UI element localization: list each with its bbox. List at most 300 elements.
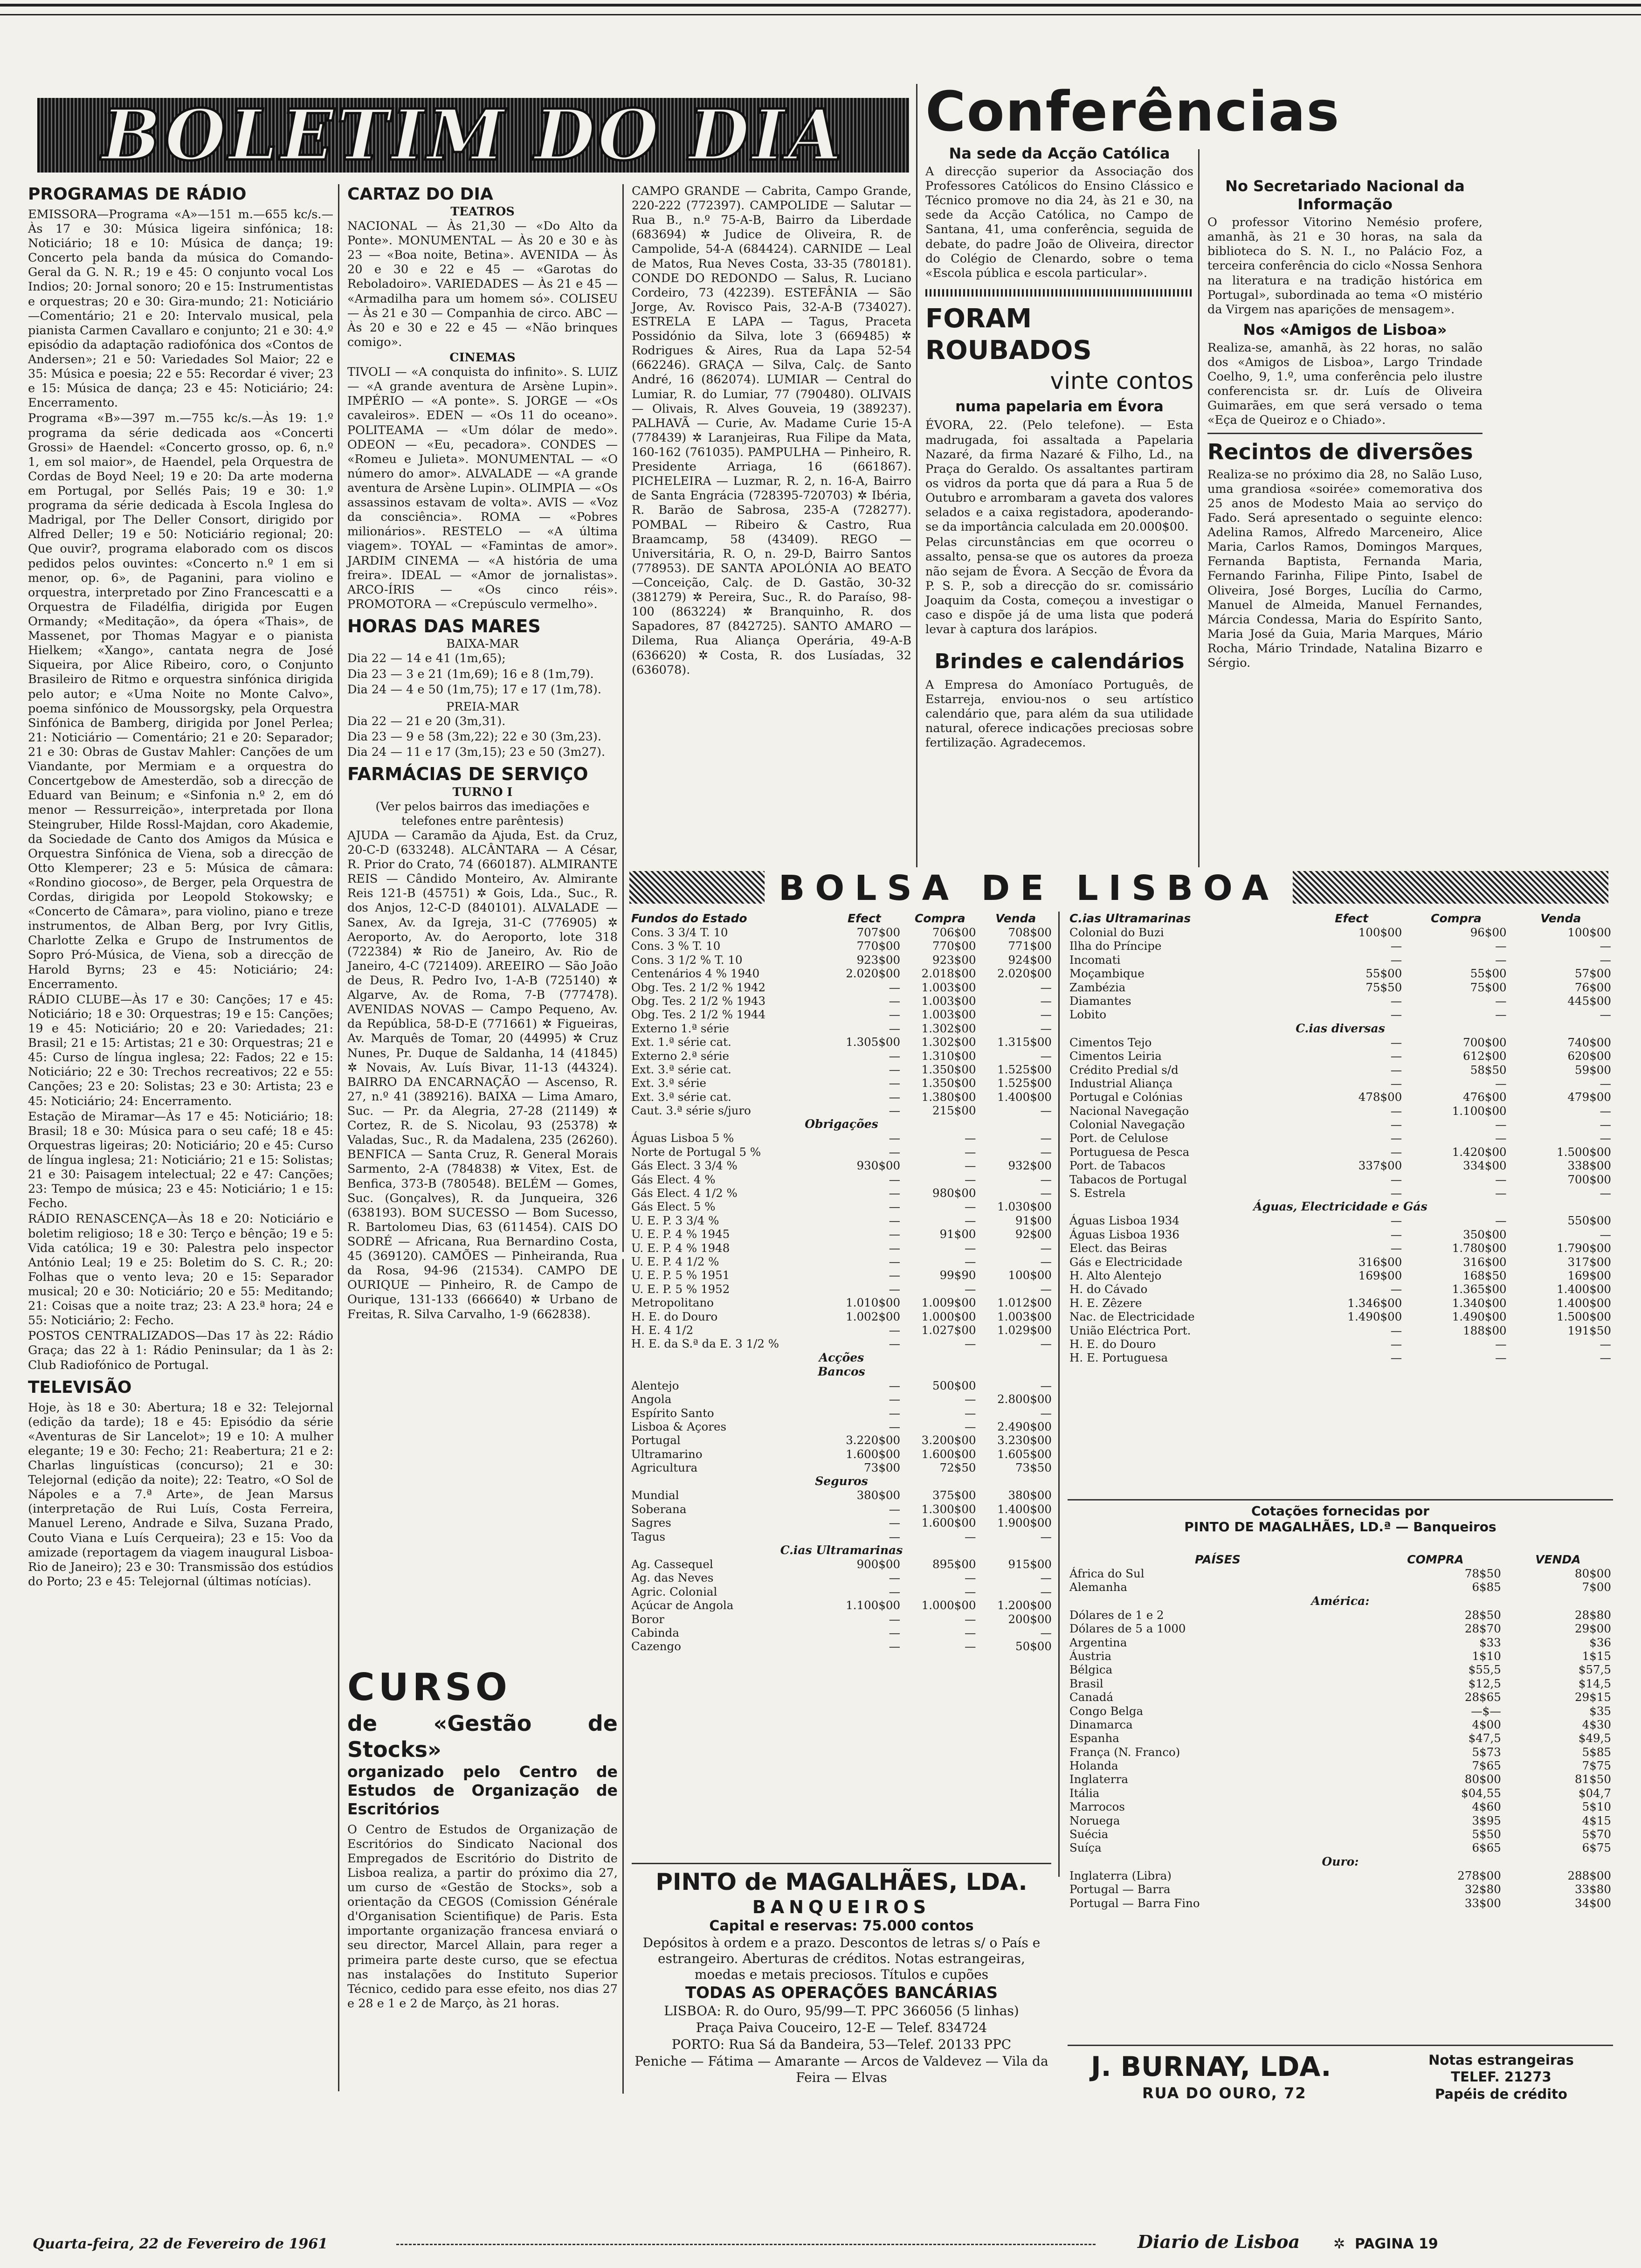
table-cell: 80$00 bbox=[1575, 1567, 1611, 1580]
table-cell: Moçambique bbox=[1069, 967, 1145, 981]
table-cell: Suíça bbox=[1069, 1841, 1102, 1855]
table-row bbox=[1068, 1772, 1613, 1786]
table-cell: — bbox=[889, 1227, 901, 1241]
table-row bbox=[629, 1323, 1054, 1337]
table-cell: Cons. 3 3/4 T. 10 bbox=[631, 926, 728, 939]
table-row bbox=[629, 1159, 1054, 1172]
table-cell: — bbox=[889, 1254, 901, 1268]
conferencias-column-b bbox=[1207, 145, 1482, 671]
table-cell: Ag. Cassequel bbox=[631, 1557, 713, 1571]
table-cell: — bbox=[889, 980, 901, 994]
table-cell: — bbox=[889, 1241, 901, 1255]
table-cell: — bbox=[1040, 1282, 1052, 1296]
tv-title: TELEVISÃO bbox=[28, 1377, 132, 1397]
pinto-name: PINTO de MAGALHÃES, LDA. bbox=[655, 1868, 1027, 1895]
table-cell: — bbox=[889, 1639, 901, 1653]
table-row bbox=[1068, 1282, 1613, 1296]
table-cell: 4$00 bbox=[1472, 1717, 1501, 1731]
cinemas-text: TIVOLI — «A conquista do infinito». S. LUIZ — «A grande aventura de Arsène Lupin». IMPÉRIO — «A ponte». S. JORGE — «Os cavaleiros». EDEN — «Os 11 do oceano». POLITEAMA — «Um dólar de medo». ODEON — «Eu, pecadora». CONDES — «Romeu e Julieta». MONUMENTAL — «O número do amor». ALVALADE — «A grande aventura de Arsène Lupin». OLIMPIA — «Os assassinos estavam de volta». AVIS — «Voz da consciência». ROMA — «Pobres milionários». RESTELO — «A última viagem». TOYAL — «Famintas de amor». JARDIM CINEMA — «A história de uma freira». IDEAL — «Amor de jornalistas». ARCO-ÍRIS — «Os cinco réis». PROMOTORA — «Crepúsculo vermelho». bbox=[347, 365, 618, 611]
roubados-subtitle-2: numa papelaria em Évora bbox=[955, 398, 1164, 415]
table-cell: 1.350$00 bbox=[921, 1062, 976, 1076]
table-row bbox=[629, 1186, 1054, 1200]
table-cell: 500$00 bbox=[932, 1378, 976, 1392]
table-cell: — bbox=[1040, 1529, 1052, 1543]
table-cell: — bbox=[889, 1172, 901, 1186]
table-cell: U. E. P. 4 % 1948 bbox=[631, 1241, 730, 1255]
table-cell: — bbox=[1600, 1118, 1611, 1132]
table-cell: 1.100$00 bbox=[1452, 1104, 1507, 1118]
table-cell: 770$00 bbox=[932, 939, 976, 953]
table-row bbox=[629, 1268, 1054, 1282]
table-cell: Obg. Tes. 2 1/2 % 1943 bbox=[631, 994, 766, 1008]
table-cell: 80$00 bbox=[1464, 1772, 1501, 1786]
cartaz-column bbox=[347, 184, 618, 1323]
table-cell: 75$50 bbox=[1365, 980, 1402, 994]
table-cell: 73$00 bbox=[864, 1461, 901, 1475]
table-cell: — bbox=[1390, 1035, 1402, 1049]
table-cell: Itália bbox=[1069, 1786, 1100, 1800]
table-cell: Açúcar de Angola bbox=[631, 1598, 734, 1612]
burnay-services bbox=[1403, 2052, 1599, 2102]
table-row bbox=[629, 1639, 1054, 1653]
recintos-title: Recintos de diversões bbox=[1207, 439, 1473, 464]
section-heading-row bbox=[1068, 1855, 1613, 1869]
table-cell: 338$00 bbox=[1567, 1159, 1611, 1173]
table-row bbox=[629, 953, 1054, 967]
table-cell: — bbox=[1600, 1104, 1611, 1118]
table-cell: 4$60 bbox=[1472, 1800, 1501, 1814]
table-row bbox=[1068, 1827, 1613, 1841]
table-row bbox=[629, 1530, 1054, 1543]
table-cell: — bbox=[1495, 1351, 1507, 1365]
footer-dots bbox=[396, 2244, 1096, 2245]
pinto-capital: Capital e reservas: 75.000 contos bbox=[709, 1918, 974, 1935]
table-row bbox=[629, 967, 1054, 980]
section-heading: América: bbox=[1311, 1594, 1370, 1608]
table-cell: — bbox=[889, 1282, 901, 1296]
table-row bbox=[629, 1035, 1054, 1049]
table-cell: — bbox=[1040, 1145, 1052, 1159]
table-cell: 75$00 bbox=[1470, 980, 1507, 994]
table-cell: — bbox=[1040, 1406, 1052, 1420]
stripe-rule bbox=[925, 289, 1193, 297]
table-cell: 317$00 bbox=[1567, 1255, 1611, 1269]
baixa-mar-line: Dia 24 — 4 e 50 (1m,75); 17 e 17 (1m,78). bbox=[347, 682, 601, 697]
table-cell: — bbox=[965, 1254, 976, 1268]
table-cell: — bbox=[965, 1213, 976, 1227]
table-cell: Cazengo bbox=[631, 1639, 681, 1653]
table-cell: 1.302$00 bbox=[921, 1021, 976, 1035]
table-cell: 81$50 bbox=[1575, 1772, 1611, 1786]
table-cell: — bbox=[1390, 1131, 1402, 1145]
table-cell: — bbox=[1600, 1227, 1611, 1241]
table-row bbox=[1068, 1090, 1613, 1104]
table-cell: Incomati bbox=[1069, 953, 1121, 967]
section-heading: Bancos bbox=[818, 1364, 865, 1378]
table-row bbox=[1068, 1786, 1613, 1800]
table-cell: 28$70 bbox=[1464, 1622, 1501, 1636]
table-cell: — bbox=[889, 1337, 901, 1351]
table-cell: 169$00 bbox=[1358, 1268, 1402, 1282]
table-cell: 1.525$00 bbox=[997, 1062, 1052, 1076]
boletim-banner bbox=[37, 94, 909, 176]
table-cell: 1.600$00 bbox=[921, 1447, 976, 1461]
table-cell: União Eléctrica Port. bbox=[1069, 1323, 1191, 1337]
table-cell: 700$00 bbox=[1463, 1035, 1507, 1049]
table-cell: 1.600$00 bbox=[846, 1447, 901, 1461]
table-cell: Ext. 3.ª série bbox=[631, 1076, 707, 1090]
table-cell: — bbox=[1040, 1131, 1052, 1145]
table-row bbox=[1068, 1896, 1613, 1910]
turno-heading: TURNO I bbox=[452, 785, 513, 799]
table-cell: — bbox=[889, 1021, 901, 1035]
table-cell: 4$15 bbox=[1582, 1813, 1611, 1827]
table-row bbox=[1068, 1173, 1613, 1186]
table-cell: 2.020$00 bbox=[846, 967, 901, 981]
table-cell: Boror bbox=[631, 1612, 664, 1626]
table-row bbox=[1068, 1255, 1613, 1269]
table-row bbox=[629, 1076, 1054, 1090]
table-cell: — bbox=[1390, 1282, 1402, 1296]
table-row bbox=[1068, 1296, 1613, 1310]
table-cell: 770$00 bbox=[856, 939, 901, 953]
table-cell: 3$95 bbox=[1472, 1813, 1501, 1827]
table-cell: — bbox=[1040, 1049, 1052, 1063]
table-cell: 612$00 bbox=[1463, 1049, 1507, 1063]
table-cell: 923$00 bbox=[856, 953, 901, 967]
table-cell: Agricultura bbox=[631, 1461, 698, 1475]
table-cell: 380$00 bbox=[1008, 1488, 1052, 1502]
section-heading: Ouro: bbox=[1322, 1854, 1359, 1868]
baixa-mar-line: Dia 23 — 3 e 21 (1m,69); 16 e 8 (1m,79). bbox=[347, 667, 594, 681]
col-heading: PAÍSES bbox=[1195, 1553, 1241, 1566]
table-cell: — bbox=[1495, 1118, 1507, 1132]
table-cell: — bbox=[1040, 1571, 1052, 1585]
table-row bbox=[1068, 1759, 1613, 1772]
table-cell: $14,5 bbox=[1578, 1676, 1611, 1690]
table-row bbox=[629, 1310, 1054, 1323]
table-cell: — bbox=[1040, 1241, 1052, 1255]
table-cell: 980$00 bbox=[932, 1186, 976, 1200]
table-cell: 288$00 bbox=[1567, 1868, 1611, 1882]
table-row bbox=[1068, 1324, 1613, 1337]
table-cell: Ilha do Príncipe bbox=[1069, 939, 1162, 953]
table-cell: Lisboa & Açores bbox=[631, 1419, 727, 1433]
table-cell: 5$50 bbox=[1472, 1827, 1501, 1841]
table-row bbox=[1068, 1841, 1613, 1854]
table-row bbox=[629, 1433, 1054, 1447]
table-cell: — bbox=[1495, 994, 1507, 1008]
table-cell: 337$00 bbox=[1358, 1159, 1402, 1173]
table-cell: U. E. P. 4 % 1945 bbox=[631, 1227, 730, 1241]
table-cell: 1.100$00 bbox=[846, 1598, 901, 1612]
table-cell: 1.346$00 bbox=[1347, 1296, 1402, 1310]
table-cell: 2.020$00 bbox=[997, 967, 1052, 981]
table-row bbox=[629, 1241, 1054, 1255]
table-cell: 1.490$00 bbox=[1452, 1310, 1507, 1324]
divider bbox=[632, 1863, 1051, 1864]
table-cell: —$— bbox=[1471, 1704, 1501, 1718]
table-cell: 3.200$00 bbox=[921, 1433, 976, 1447]
table-cell: 28$50 bbox=[1464, 1608, 1501, 1622]
table-cell: — bbox=[1040, 1008, 1052, 1022]
table-row bbox=[629, 1392, 1054, 1406]
section-heading-row bbox=[629, 1543, 1054, 1557]
table-cell: — bbox=[965, 1529, 976, 1543]
bolsa-table-right bbox=[1068, 912, 1613, 1365]
table-cell: 708$00 bbox=[1008, 926, 1052, 939]
column-rule bbox=[622, 1259, 624, 2094]
table-cell: África do Sul bbox=[1069, 1567, 1145, 1580]
table-cell: Marrocos bbox=[1069, 1800, 1125, 1814]
pinto-ad bbox=[632, 1863, 1051, 2087]
table-cell: 50$00 bbox=[1015, 1639, 1052, 1653]
table-cell: — bbox=[1390, 994, 1402, 1008]
table-cell: U. E. P. 3 3/4 % bbox=[631, 1213, 719, 1227]
table-cell: 923$00 bbox=[932, 953, 976, 967]
table-cell: — bbox=[965, 1282, 976, 1296]
table-cell: 1.400$00 bbox=[997, 1090, 1052, 1104]
table-cell: — bbox=[1390, 1337, 1402, 1351]
cambio-title: Cotações fornecidas por bbox=[1251, 1503, 1430, 1519]
table-cell: 29$00 bbox=[1575, 1622, 1611, 1636]
table-cell: 100$00 bbox=[1008, 1268, 1052, 1282]
table-cell: — bbox=[965, 1419, 976, 1433]
table-cell: — bbox=[889, 1200, 901, 1214]
table-row bbox=[629, 1131, 1054, 1145]
table-cell: 1.900$00 bbox=[997, 1516, 1052, 1530]
table-cell: 1.340$00 bbox=[1452, 1296, 1507, 1310]
table-cell: — bbox=[1390, 939, 1402, 953]
table-cell: 1.365$00 bbox=[1452, 1282, 1507, 1296]
table-cell: 91$00 bbox=[1015, 1213, 1052, 1227]
table-cell: Norte de Portugal 5 % bbox=[631, 1145, 761, 1159]
table-row bbox=[1068, 1228, 1613, 1241]
table-cell: 445$00 bbox=[1567, 994, 1611, 1008]
table-row bbox=[1068, 1663, 1613, 1676]
table-row bbox=[629, 1406, 1054, 1420]
table-cell: 7$75 bbox=[1582, 1759, 1611, 1773]
table-cell: 2.800$00 bbox=[997, 1392, 1052, 1406]
burnay-name: J. BURNAY, LDA. bbox=[1091, 2051, 1331, 2082]
burnay-notas: Notas estrangeiras bbox=[1428, 2052, 1574, 2068]
table-cell: — bbox=[1390, 1118, 1402, 1132]
table-cell: — bbox=[1390, 1063, 1402, 1077]
table-cell: Lobito bbox=[1069, 1008, 1107, 1022]
table-row bbox=[629, 1379, 1054, 1392]
table-cell: — bbox=[1040, 1584, 1052, 1598]
table-cell: Sagres bbox=[631, 1516, 671, 1530]
farmacias-title: FARMÁCIAS DE SERVIÇO bbox=[347, 764, 588, 785]
table-cell: Suécia bbox=[1069, 1827, 1109, 1841]
section-heading-row bbox=[629, 1117, 1054, 1131]
table-cell: Espírito Santo bbox=[631, 1406, 714, 1420]
table-cell: Áustria bbox=[1069, 1649, 1112, 1663]
table-cell: Águas Lisboa 1936 bbox=[1069, 1227, 1179, 1241]
table-cell: — bbox=[1040, 1378, 1052, 1392]
table-cell: — bbox=[1040, 980, 1052, 994]
table-row bbox=[1068, 1718, 1613, 1731]
table-cell: Dólares de 5 a 1000 bbox=[1069, 1622, 1186, 1636]
table-row bbox=[1068, 1269, 1613, 1282]
table-row bbox=[1068, 1636, 1613, 1649]
table-cell: — bbox=[889, 1049, 901, 1063]
cambio-header bbox=[1068, 1499, 1613, 1535]
pinto-porto: PORTO: Rua Sá da Bandeira, 53—Telef. 20133 PPC bbox=[671, 2037, 1012, 2053]
table-cell: Crédito Predial s/d bbox=[1069, 1063, 1179, 1077]
table-row bbox=[629, 1022, 1054, 1035]
table-cell: — bbox=[1600, 1186, 1611, 1200]
section-heading-row bbox=[1068, 1594, 1613, 1608]
cambio-firm: PINTO DE MAGALHÃES, LD.ª — Banqueiros bbox=[1184, 1519, 1496, 1535]
table-cell: Ext. 3.ª série cat. bbox=[631, 1090, 731, 1104]
table-cell: — bbox=[889, 1584, 901, 1598]
section-heading-row bbox=[629, 1351, 1054, 1365]
table-cell: — bbox=[889, 1268, 901, 1282]
table-cell: 5$73 bbox=[1472, 1745, 1501, 1759]
preia-mar-line: Dia 22 — 21 e 20 (3m,31). bbox=[347, 714, 506, 728]
table-cell: — bbox=[1600, 1337, 1611, 1351]
table-cell: Mundial bbox=[631, 1488, 679, 1502]
table-row bbox=[1068, 1677, 1613, 1690]
table-cell: H. Alto Alentejo bbox=[1069, 1268, 1162, 1282]
table-cell: Obg. Tes. 2 1/2 % 1942 bbox=[631, 980, 766, 994]
table-row bbox=[1068, 1608, 1613, 1622]
table-cell: $49,5 bbox=[1578, 1731, 1611, 1745]
table-cell: 72$50 bbox=[939, 1461, 976, 1475]
table-cell: Inglaterra (Libra) bbox=[1069, 1868, 1172, 1882]
table-cell: 6$75 bbox=[1582, 1841, 1611, 1855]
section-heading-row bbox=[629, 1474, 1054, 1488]
table-row bbox=[629, 981, 1054, 994]
table-row bbox=[1068, 1214, 1613, 1227]
table-cell: Gás Elect. 4 % bbox=[631, 1172, 716, 1186]
col-heading: Fundos do Estado bbox=[631, 912, 747, 925]
table-cell: Águas Lisboa 5 % bbox=[631, 1131, 734, 1145]
table-cell: 740$00 bbox=[1567, 1035, 1611, 1049]
conf-text-3: Realiza-se, amanhã, às 22 horas, no salão dos «Amigos de Lisboa», Largo Trindade Coelho, 9, 1.º, uma conferência pelo ilustre conferencista sr. dr. Luís de Oliveira Guimarães, em que será versado o tema «Eça de Queiroz e o Chiado». bbox=[1207, 340, 1482, 428]
table-row bbox=[629, 1063, 1054, 1076]
table-cell: — bbox=[1495, 939, 1507, 953]
table-row bbox=[629, 1296, 1054, 1309]
table-cell: Externo 1.ª série bbox=[631, 1021, 729, 1035]
table-row bbox=[1068, 994, 1613, 1008]
table-row bbox=[629, 994, 1054, 1008]
recintos-text: Realiza-se no próximo dia 28, no Salão Luso, uma grandiosa «soirée» comemorativa dos 25 anos de Modesto Maia ao serviço do Fado. Será apresentado o seguinte elenco: Adelina Ramos, Alfredo Marceneiro, Alice Maria, Carlos Ramos, Domingos Marques, Fernanda Baptista, Fernanda Maria, Fernando Farinha, Filipe Pinto, Isabel de Oliveira, José Borges, Lucília do Carmo, Manuel de Almeida, Manuel Fernandes, Márcia Condessa, Maria do Espírito Santo, Maria José da Guia, Maria Marques, Mário Rocha, Mário Trindade, Natalina Bizarro e Sérgio. bbox=[1207, 467, 1482, 671]
table-cell: 1.780$00 bbox=[1452, 1241, 1507, 1255]
table-cell: 6$65 bbox=[1472, 1841, 1501, 1855]
table-cell: 1.310$00 bbox=[921, 1049, 976, 1063]
table-cell: Cimentos Leiria bbox=[1069, 1049, 1162, 1063]
table-cell: 33$80 bbox=[1575, 1882, 1611, 1896]
table-cell: — bbox=[1495, 953, 1507, 967]
table-cell: Gás Elect. 4 1/2 % bbox=[631, 1186, 738, 1200]
table-cell: 1.010$00 bbox=[846, 1296, 901, 1310]
table-cell: Gás e Electricidade bbox=[1069, 1255, 1183, 1269]
table-cell: 4$30 bbox=[1582, 1717, 1611, 1731]
table-cell: — bbox=[1040, 1625, 1052, 1639]
table-cell: — bbox=[1390, 1351, 1402, 1365]
table-cell: 1.305$00 bbox=[846, 1035, 901, 1049]
roubados-text-2: Pelas circunstâncias em que ocorreu o assalto, pensa-se que os autores da proeza não sejam de Évora. A Secção de Évora da P. S. P., sob a direcção do sr. comissário Joaquim da Costa, começou a investigar o caso e dispõe já de uma lista que poderá levar à captura dos larápios. bbox=[925, 535, 1193, 636]
table-cell: — bbox=[1600, 1008, 1611, 1022]
table-cell: 1.605$00 bbox=[997, 1447, 1052, 1461]
table-cell: — bbox=[965, 1337, 976, 1351]
table-cell: 57$00 bbox=[1575, 967, 1611, 981]
table-cell: 2.018$00 bbox=[921, 967, 976, 981]
table-cell: 55$00 bbox=[1365, 967, 1402, 981]
table-cell: 1.002$00 bbox=[846, 1309, 901, 1323]
table-cell: — bbox=[965, 1571, 976, 1585]
curso-column bbox=[347, 1665, 618, 2012]
table-cell: 73$50 bbox=[1015, 1461, 1052, 1475]
table-cell: — bbox=[1495, 1131, 1507, 1145]
pinto-filiais: Peniche — Fátima — Amarante — Arcos de Valdevez — Vila da Feira — Elvas bbox=[634, 2054, 1048, 2085]
table-cell: 100$00 bbox=[1567, 926, 1611, 939]
table-row bbox=[1068, 967, 1613, 980]
table-cell: Colonial Navegação bbox=[1069, 1118, 1185, 1132]
table-cell: 1.500$00 bbox=[1557, 1310, 1611, 1324]
table-cell: — bbox=[889, 1419, 901, 1433]
table-cell: — bbox=[889, 1062, 901, 1076]
section-heading: Acções bbox=[819, 1350, 864, 1364]
table-cell: 1.525$00 bbox=[997, 1076, 1052, 1090]
table-cell: 1.009$00 bbox=[921, 1296, 976, 1310]
table-row bbox=[1068, 953, 1613, 967]
table-cell: 1.300$00 bbox=[921, 1502, 976, 1516]
table-cell: 1.420$00 bbox=[1452, 1145, 1507, 1159]
table-cell: 28$65 bbox=[1464, 1690, 1501, 1704]
table-cell: H. do Cávado bbox=[1069, 1282, 1148, 1296]
table-row bbox=[629, 1173, 1054, 1186]
table-cell: H. E. 4 1/2 bbox=[631, 1323, 694, 1337]
table-cell: $36 bbox=[1589, 1635, 1611, 1649]
table-cell: Tabacos de Portugal bbox=[1069, 1172, 1187, 1186]
farmacias-text-2: CAMPO GRANDE — Cabrita, Campo Grande, 220-222 (772397). CAMPOLIDE — Salutar — Rua B., n.º 75-A-B, Bairro da Liberdade (683694) ✲ Judice de Oliveira, R. de Campolide, 54-A (684424). CARNIDE — Leal de Matos, Rua Neves Costa, 33-35 (780181). CONDE DO REDONDO — Salus, R. Luciano Cordeiro, 73 (42239). ESTEFÂNIA — São Jorge, Av. Rovisco Pais, 32-A-B (734027). ESTRELA E LAPA — Tagus, Praceta Possidónio da Silva, lote 3 (669485) ✲ Rodrigues & Aires, Rua da Lapa 52-54 (662246). GRAÇA — Silva, Calç. de Santo André, 16 (862074). LUMIAR — Central do Lumiar, R. do Lumiar, 77 (790480). OLIVAIS — Olivais, R. Alves Gouveia, 19 (389237). PALHAVÃ — Curie, Av. Madame Curie 15-A (778439) ✲ Laranjeiras, Rua Filipe da Mata, 160-162 (761035). PAMPULHA — Pinheiro, R. Presidente Arriaga, 16 (661867). PICHELEIRA — Luzmar, R. 2, n. 16-A, Bairro de Santa Engrácia (728395-720703) ✲ Ibéria, R. Barão de Sabrosa, 235-A (728277). POMBAL — Ribeiro & Castro, Rua Braamcamp, 58 (43409). REGO — Universitária, R. O, n. 29-D, Bairro Santos (778953). DE SANTA APOLÓNIA AO BEATO —Conceição, Calç. de D. Gastão, 30-32 (381279) ✲ Pereira, Suc., R. do Paraíso, 98-100 (863224) ✲ Branquinho, R. dos Sapadores, 87 (842725). SANTO AMARO — Dilema, Rua Aliança Operária, 49-A-B (636620) ✲ Costa, R. dos Lusíadas, 32 (636078). bbox=[632, 184, 911, 677]
table-cell: — bbox=[889, 1104, 901, 1118]
table-cell: Dinamarca bbox=[1069, 1717, 1133, 1731]
table-cell: — bbox=[889, 994, 901, 1008]
farmacias-note: (Ver pelos bairros das imediações e telefones entre parêntesis) bbox=[375, 799, 590, 828]
table-cell: Caut. 3.ª série s/juro bbox=[631, 1104, 751, 1118]
table-cell: — bbox=[1495, 1214, 1507, 1228]
pinto-lisboa: LISBOA: R. do Ouro, 95/99—T. PPC 366056 (5 linhas) bbox=[664, 2003, 1019, 2019]
col-heading: Venda bbox=[995, 912, 1036, 925]
table-row bbox=[629, 1200, 1054, 1213]
table-cell: Portugal — Barra Fino bbox=[1069, 1896, 1200, 1910]
radio-paragraph: RÁDIO CLUBE—Às 17 e 30: Canções; 17 e 45: Noticiário; 18 e 30: Orquestras; 19 e 15: Canções; 19 e 45: Noticiário; 20 e 20: Variedades; 21: Brasil; 21 e 15: Artistas; 21 e 30: Orquestras; 21 e 45: Curso de língua inglesa; 22: Fados; 22 e 15: Noticiário; 22 e 30: Trechos recreativos; 22 e 55: Canções; 23 e 20: Solistas; 23 e 30: Artista; 23 e 45: Noticiário; 24: Encerramento. bbox=[28, 992, 333, 1108]
table-cell: 5$85 bbox=[1582, 1745, 1611, 1759]
table-cell: 7$65 bbox=[1472, 1759, 1501, 1773]
roubados-subtitle: vinte contos bbox=[1050, 367, 1193, 394]
table-cell: 930$00 bbox=[856, 1159, 901, 1173]
table-cell: — bbox=[1040, 1021, 1052, 1035]
table-cell: 350$00 bbox=[1463, 1227, 1507, 1241]
table-row bbox=[1068, 1690, 1613, 1704]
table-cell: 1.003$00 bbox=[997, 1309, 1052, 1323]
table-cell: — bbox=[1390, 1241, 1402, 1255]
table-cell: — bbox=[889, 1612, 901, 1626]
table-cell: $47,5 bbox=[1468, 1731, 1501, 1745]
table-cell: 479$00 bbox=[1567, 1090, 1611, 1104]
table-row bbox=[629, 939, 1054, 953]
curso-title: CURSO bbox=[347, 1666, 511, 1709]
table-row bbox=[1068, 1622, 1613, 1635]
table-cell: 1.003$00 bbox=[921, 980, 976, 994]
table-cell: — bbox=[965, 1241, 976, 1255]
table-row bbox=[629, 1420, 1054, 1433]
table-row bbox=[1068, 1241, 1613, 1255]
